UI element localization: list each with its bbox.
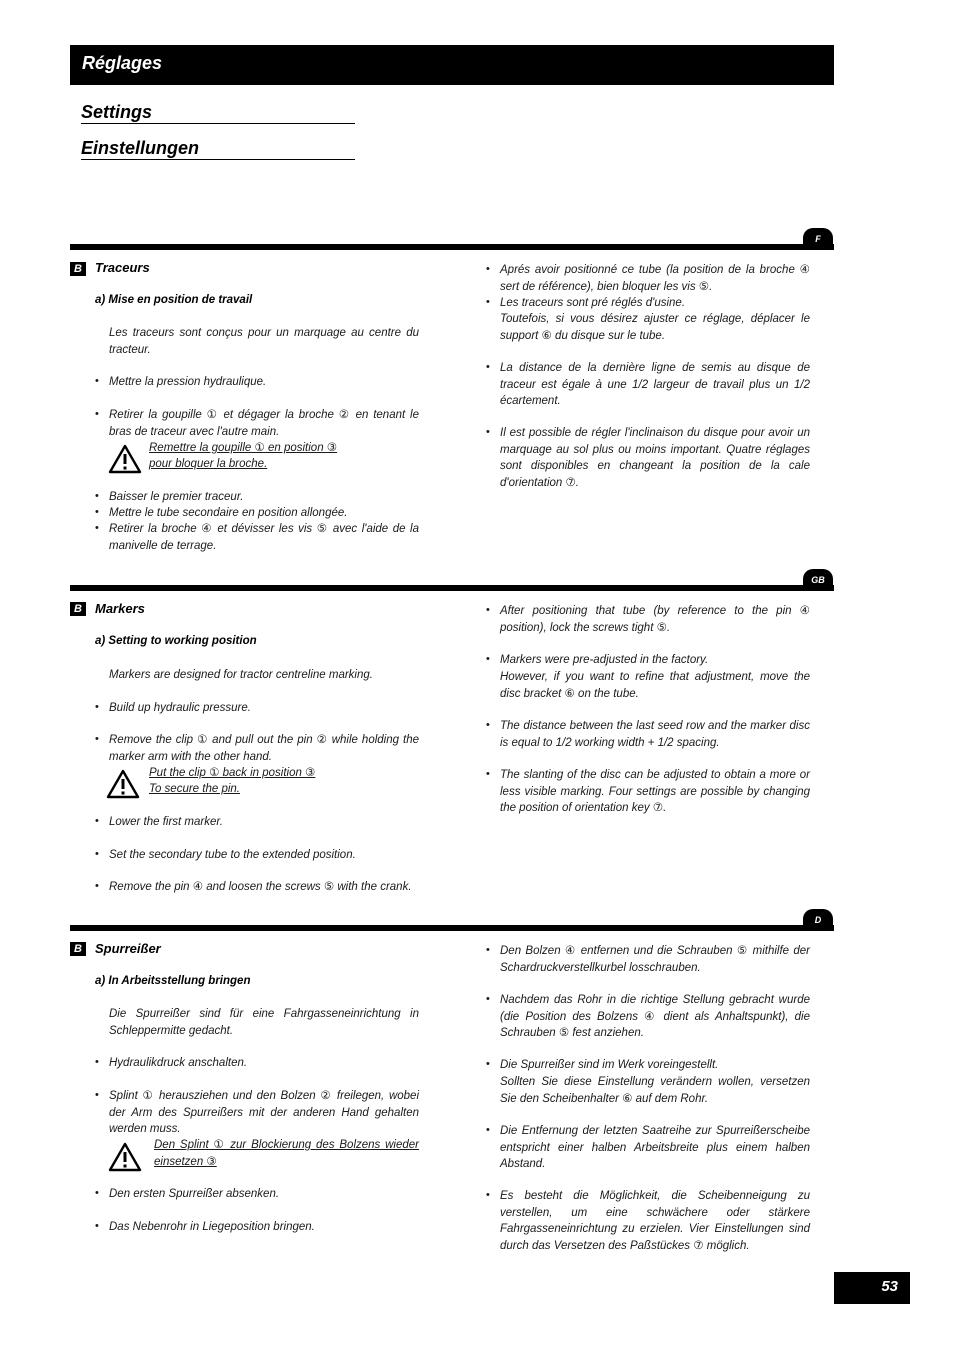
- section-rule: [70, 244, 834, 250]
- warning-icon: [106, 769, 140, 799]
- warning-text: Den Splint ① zur Blockierung des Bolzens wieder einsetzen ③: [154, 1139, 419, 1168]
- page-title: Réglages: [82, 53, 163, 73]
- paragraph: The slanting of the disc can be adjusted to obtain a more or less visible marking. Four settings are possible by changing the position of orientation key ⑦.: [500, 769, 810, 814]
- paragraph: Die Spurreißer sind im Werk voreingestellt.: [500, 1059, 719, 1071]
- bullet: •: [95, 490, 99, 502]
- bullet: •: [486, 719, 490, 731]
- paragraph: Das Nebenrohr in Liegeposition bringen.: [109, 1221, 315, 1233]
- bullet: •: [486, 263, 490, 275]
- bullet: •: [486, 993, 490, 1005]
- bullet: •: [486, 361, 490, 373]
- section-b-marker: B: [70, 602, 86, 616]
- warning-text: Put the clip ① back in position ③: [149, 767, 316, 779]
- section-heading: Spurreißer: [95, 941, 161, 956]
- bullet: •: [486, 1189, 490, 1201]
- bullet: •: [95, 701, 99, 713]
- bullet: •: [95, 506, 99, 518]
- warning-text: Remettre la goupille ① en position ③: [149, 442, 338, 454]
- paragraph: Die Spurreißer sind für eine Fahrgasseneinrichtung in Schleppermitte gedacht.: [109, 1008, 419, 1037]
- lang-tab-d: D: [803, 909, 833, 929]
- paragraph: Hydraulikdruck anschalten.: [109, 1057, 248, 1069]
- subtitle-settings: Settings: [81, 101, 355, 124]
- warning-text: To secure the pin.: [149, 783, 240, 795]
- bullet: •: [486, 296, 490, 308]
- section-heading: Traceurs: [95, 260, 150, 275]
- paragraph: Nachdem das Rohr in die richtige Stellung gebracht wurde (die Position des Bolzens ④ dient als Anhaltspunkt), die Schrauben ⑤ fest anziehen.: [500, 994, 810, 1039]
- paragraph: Remove the pin ④ and loosen the screws ⑤ with the crank.: [109, 881, 412, 893]
- bullet: •: [95, 1056, 99, 1068]
- bullet: •: [95, 848, 99, 860]
- paragraph: Markers are designed for tractor centreline marking.: [109, 669, 373, 681]
- section-subheading: a) Setting to working position: [95, 635, 257, 647]
- bullet: •: [486, 653, 490, 665]
- title-bar: [70, 45, 834, 85]
- paragraph: Les traceurs sont pré réglés d'usine.: [500, 297, 686, 309]
- paragraph: Aprés avoir positionné ce tube (la position de la broche ④ sert de référence), bien bloquer les vis ⑤.: [500, 264, 810, 293]
- bullet: •: [95, 815, 99, 827]
- lang-tab-f: F: [803, 228, 833, 248]
- paragraph: Es besteht die Möglichkeit, die Scheibenneigung zu verstellen, um eine schwächere oder stärkere Fahrgasseneinrichtung zu erzielen. Vier Einstellungen sind durch das Versetzen des Paßstückes ⑦ möglich.: [500, 1190, 810, 1252]
- paragraph: Mettre le tube secondaire en position allongée.: [109, 507, 348, 519]
- section-subheading: a) In Arbeitsstellung bringen: [95, 975, 251, 987]
- paragraph: Build up hydraulic pressure.: [109, 702, 251, 714]
- warning-text: pour bloquer la broche.: [149, 458, 268, 470]
- paragraph: The distance between the last seed row and the marker disc is equal to 1/2 working width + 1/2 spacing.: [500, 720, 810, 749]
- section-b-marker: B: [70, 942, 86, 956]
- bullet: •: [486, 768, 490, 780]
- paragraph: Den Bolzen ④ entfernen und die Schrauben ⑤ mithilfe der Schardruckverstellkurbel losschrauben.: [500, 945, 810, 974]
- warning-icon: [108, 1142, 142, 1172]
- bullet: •: [95, 522, 99, 534]
- bullet: •: [95, 375, 99, 387]
- paragraph: La distance de la dernière ligne de semis au disque de traceur est égale à une 1/2 largeur de travail plus un 1/2 écartement.: [500, 362, 810, 407]
- paragraph: Les traceurs sont conçus pour un marquage au centre du tracteur.: [109, 327, 419, 356]
- bullet: •: [95, 1089, 99, 1101]
- paragraph: However, if you want to refine that adjustment, move the disc bracket ⑥ on the tube.: [500, 671, 810, 700]
- paragraph: Mettre la pression hydraulique.: [109, 376, 267, 388]
- bullet: •: [95, 408, 99, 420]
- paragraph: Retirer la broche ④ et dévisser les vis ⑤ avec l'aide de la manivelle de terrage.: [109, 523, 419, 552]
- section-subheading: a) Mise en position de travail: [95, 294, 253, 306]
- bullet: •: [95, 733, 99, 745]
- paragraph: After positioning that tube (by reference to the pin ④ position), lock the screws tight ⑤.: [500, 605, 810, 634]
- paragraph: Splint ① herausziehen und den Bolzen ② freilegen, wobei der Arm des Spurreißers mit der anderen Hand gehalten werden muss.: [109, 1090, 419, 1135]
- section-rule: [70, 925, 834, 931]
- bullet: •: [486, 604, 490, 616]
- lang-tab-gb: GB: [803, 569, 833, 589]
- bullet: •: [95, 1220, 99, 1232]
- bullet: •: [486, 1124, 490, 1136]
- bullet: •: [486, 1058, 490, 1070]
- bullet: •: [95, 880, 99, 892]
- paragraph: Lower the first marker.: [109, 816, 223, 828]
- paragraph: Retirer la goupille ① et dégager la broche ② en tenant le bras de traceur avec l'autre main.: [109, 409, 419, 438]
- paragraph: Baisser le premier traceur.: [109, 491, 244, 503]
- page-number: 53: [881, 1278, 898, 1295]
- paragraph: Sollten Sie diese Einstellung verändern wollen, versetzen Sie den Scheibenhalter ⑥ auf dem Rohr.: [500, 1076, 810, 1105]
- section-b-marker: B: [70, 262, 86, 276]
- bullet: •: [95, 1187, 99, 1199]
- paragraph: Toutefois, si vous désirez ajuster ce réglage, déplacer le support ⑥ du disque sur le tube.: [500, 313, 810, 342]
- section-heading: Markers: [95, 601, 145, 616]
- paragraph: Markers were pre-adjusted in the factory.: [500, 654, 709, 666]
- subtitle-einstellungen: Einstellungen: [81, 137, 355, 160]
- bullet: •: [486, 426, 490, 438]
- section-rule: [70, 585, 834, 591]
- paragraph: Il est possible de régler l'inclinaison du disque pour avoir un marquage au sol plus ou moins important. Quatre réglages sont disponibles en changeant la position de la cale d'orientation ⑦.: [500, 427, 810, 489]
- paragraph: Den ersten Spurreißer absenken.: [109, 1188, 280, 1200]
- page-number-box: [834, 1272, 910, 1304]
- paragraph: Remove the clip ① and pull out the pin ② while holding the marker arm with the other hand.: [109, 734, 419, 763]
- bullet: •: [486, 944, 490, 956]
- paragraph: Die Entfernung der letzten Saatreihe zur Spurreißerscheibe entspricht einer halben Arbeitsbreite plus einem halben Abstand.: [500, 1125, 810, 1170]
- warning-icon: [108, 444, 142, 474]
- paragraph: Set the secondary tube to the extended position.: [109, 849, 356, 861]
